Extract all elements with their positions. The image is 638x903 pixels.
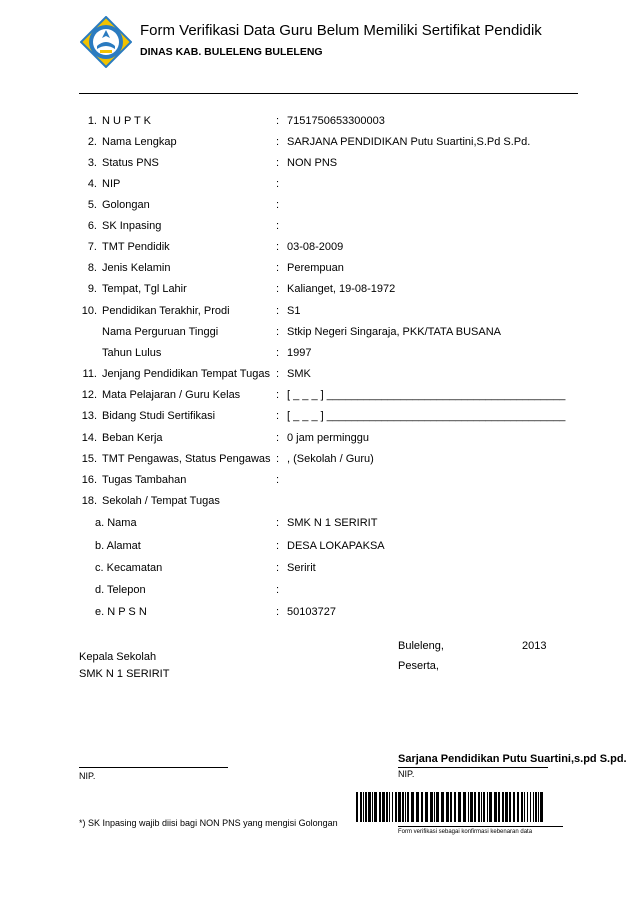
row-value: , (Sekolah / Guru) (287, 453, 374, 465)
row-colon: : (276, 517, 280, 529)
form-row (79, 178, 599, 194)
row-number: 1. (87, 115, 97, 127)
row-label: Jenis Kelamin (102, 262, 171, 274)
barcode-bar (389, 792, 390, 822)
row-label: c. Kecamatan (95, 562, 163, 574)
row-value: Stkip Negeri Singaraja, PKK/TATA BUSANA (287, 326, 501, 338)
participant-name: Sarjana Pendidikan Putu Suartini,s.pd S.pd. (398, 753, 627, 765)
barcode-bar (372, 792, 373, 822)
row-label: Nama Lengkap (102, 136, 177, 148)
form-row (79, 305, 599, 321)
row-label: Tugas Tambahan (102, 474, 187, 486)
head-signature-line (79, 767, 228, 768)
row-label: d. Telepon (95, 584, 146, 596)
form-title: Form Verifikasi Data Guru Belum Memiliki Sertifikat Pendidik (140, 22, 542, 39)
row-value: S1 (287, 305, 301, 317)
row-label: Nama Perguruan Tinggi (102, 326, 219, 338)
barcode-bar (527, 792, 528, 822)
row-colon: : (276, 606, 280, 618)
barcode-bar (502, 792, 504, 822)
row-number: 5. (87, 199, 97, 211)
row-label: TMT Pengawas, Status Pengawas (102, 453, 271, 465)
barcode-bar (450, 792, 452, 822)
barcode-bar (517, 792, 519, 822)
row-label: a. Nama (95, 517, 137, 529)
barcode-bar (498, 792, 500, 822)
form-row (79, 606, 599, 622)
row-colon: : (276, 562, 280, 574)
row-value: SARJANA PENDIDIKAN Putu Suartini,S.Pd S.Pd. (287, 136, 531, 148)
barcode-bar (509, 792, 511, 822)
barcode-bar (434, 792, 435, 822)
form-row (79, 136, 599, 152)
row-number: 10. (81, 305, 97, 317)
head-label: Kepala Sekolah (79, 651, 157, 663)
barcode-bar (533, 792, 534, 822)
barcode-bar (487, 792, 488, 822)
row-label: SK Inpasing (102, 220, 162, 232)
barcode-bar (368, 792, 371, 822)
barcode-bar (407, 792, 409, 822)
row-number: 13. (81, 410, 97, 422)
form-row (79, 241, 599, 257)
barcode-bar (483, 792, 485, 822)
form-row (79, 410, 599, 426)
barcode-bar (392, 792, 393, 822)
row-value: NON PNS (287, 157, 338, 169)
row-label: N U P T K (102, 115, 151, 127)
form-row (79, 262, 599, 278)
barcode-bar (382, 792, 385, 822)
barcode-bar (458, 792, 461, 822)
row-colon: : (276, 178, 280, 190)
barcode-bar (463, 792, 466, 822)
row-number: 18. (81, 495, 97, 507)
row-colon: : (276, 262, 280, 274)
row-colon: : (276, 347, 280, 359)
barcode-bar (402, 792, 404, 822)
row-number: 9. (87, 283, 97, 295)
form-row (79, 157, 599, 173)
form-row (79, 474, 599, 490)
row-number: 8. (87, 262, 97, 274)
row-number: 2. (87, 136, 97, 148)
row-colon: : (276, 389, 280, 401)
barcode-bar (395, 792, 397, 822)
row-value: 0 jam perminggu (287, 432, 369, 444)
barcode-bar (489, 792, 492, 822)
row-number: 6. (87, 220, 97, 232)
row-number: 3. (87, 157, 97, 169)
header-divider (79, 93, 578, 94)
participant-label: Peserta, (398, 660, 439, 672)
form-row (79, 453, 599, 469)
participant-signature-line (398, 767, 548, 768)
barcode-bar (474, 792, 476, 822)
footer-note: *) SK Inpasing wajib diisi bagi NON PNS yang mengisi Golongan (79, 818, 338, 828)
row-label: b. Alamat (95, 540, 141, 552)
verification-line (398, 826, 563, 827)
row-label: Golongan (102, 199, 150, 211)
row-colon: : (276, 474, 280, 486)
row-colon: : (276, 241, 280, 253)
form-row (79, 199, 599, 215)
form-row (79, 584, 599, 600)
row-value: Kalianget, 19-08-1972 (287, 283, 396, 295)
row-label: Mata Pelajaran / Guru Kelas (102, 389, 241, 401)
form-row (79, 347, 599, 363)
row-value: SMK N 1 SERIRIT (287, 517, 378, 529)
barcode-bar (505, 792, 508, 822)
barcode-bar (538, 792, 539, 822)
row-label: Tempat, Tgl Lahir (102, 283, 187, 295)
row-colon: : (276, 453, 280, 465)
row-colon: : (276, 410, 280, 422)
barcode-bar (365, 792, 367, 822)
row-value: 1997 (287, 347, 312, 359)
row-colon: : (276, 157, 280, 169)
barcode-bar (356, 792, 358, 822)
row-label: Sekolah / Tempat Tugas (102, 495, 220, 507)
verification-note: Form verifikasi sebagai konfirmasi kebenaran data (398, 829, 533, 835)
row-colon: : (276, 199, 280, 211)
barcode-bar (363, 792, 364, 822)
row-number: 11. (82, 368, 97, 380)
row-colon: : (276, 584, 280, 596)
barcode-bar (540, 792, 543, 822)
barcode-bar (454, 792, 456, 822)
row-number: 12. (81, 389, 97, 401)
row-number: 4. (87, 178, 97, 190)
school-name: SMK N 1 SERIRIT (79, 668, 170, 680)
row-label: Beban Kerja (102, 432, 163, 444)
barcode-bar (386, 792, 388, 822)
barcode-image (354, 792, 544, 822)
barcode-bar (360, 792, 362, 822)
barcode-bar (430, 792, 433, 822)
barcode-bar (470, 792, 473, 822)
barcode-bar (521, 792, 523, 822)
row-label: Status PNS (102, 157, 159, 169)
form-row (79, 283, 599, 299)
row-value: 7151750653300003 (287, 115, 385, 127)
barcode-bar (446, 792, 449, 822)
row-value: SMK (287, 368, 311, 380)
row-label: Pendidikan Terakhir, Prodi (102, 305, 230, 317)
row-colon: : (276, 220, 280, 232)
form-row (79, 220, 599, 236)
row-value: [ _ _ _ ] _______________________________________ (287, 410, 566, 422)
barcode-bar (478, 792, 480, 822)
form-row (79, 562, 599, 578)
row-colon: : (276, 283, 280, 295)
barcode-bar (436, 792, 439, 822)
row-number: 14. (81, 432, 97, 444)
tut-wuri-handayani-logo (80, 16, 132, 68)
form-row (79, 368, 599, 384)
form-row (79, 115, 599, 131)
signature-year: 2013 (522, 640, 547, 652)
signature-place: Buleleng, (398, 640, 444, 652)
row-colon: : (276, 432, 280, 444)
form-row (79, 326, 599, 342)
row-value: Perempuan (287, 262, 344, 274)
barcode-bar (421, 792, 423, 822)
form-subtitle: DINAS KAB. BULELENG BULELENG (140, 46, 323, 58)
barcode-bar (513, 792, 515, 822)
row-label: e. N P S N (95, 606, 147, 618)
barcode-bar (481, 792, 482, 822)
form-row (79, 389, 599, 405)
barcode-bar (530, 792, 531, 822)
barcode-bar (441, 792, 444, 822)
row-value: [ _ _ _ ] _______________________________________ (287, 389, 566, 401)
row-value: DESA LOKAPAKSA (287, 540, 385, 552)
barcode-bar (524, 792, 525, 822)
row-value: 03-08-2009 (287, 241, 344, 253)
row-label: TMT Pendidik (102, 241, 170, 253)
row-label: Jenjang Pendidikan Tempat Tugas (102, 368, 270, 380)
barcode-bar (425, 792, 428, 822)
row-colon: : (276, 368, 280, 380)
row-label: NIP (102, 178, 121, 190)
nip-left: NIP. (79, 771, 96, 781)
row-value: 50103727 (287, 606, 336, 618)
form-row (79, 495, 599, 511)
barcode-bar (416, 792, 419, 822)
barcode-bar (405, 792, 406, 822)
nip-right: NIP. (398, 769, 415, 779)
barcode-bar (398, 792, 401, 822)
row-colon: : (276, 326, 280, 338)
form-row (79, 517, 599, 533)
barcode-bar (379, 792, 381, 822)
row-number: 7. (87, 241, 97, 253)
row-number: 15. (81, 453, 97, 465)
row-colon: : (276, 136, 280, 148)
barcode-bar (374, 792, 377, 822)
row-number: 16. (81, 474, 97, 486)
row-label: Bidang Studi Sertifikasi (102, 410, 216, 422)
form-row (79, 540, 599, 556)
barcode-bar (411, 792, 414, 822)
row-colon: : (276, 115, 280, 127)
row-label: Tahun Lulus (102, 347, 162, 359)
form-row (79, 432, 599, 448)
row-colon: : (276, 540, 280, 552)
row-colon: : (276, 305, 280, 317)
row-value: Seririt (287, 562, 316, 574)
barcode-bar (468, 792, 469, 822)
barcode-bar (494, 792, 497, 822)
barcode-bar (535, 792, 537, 822)
